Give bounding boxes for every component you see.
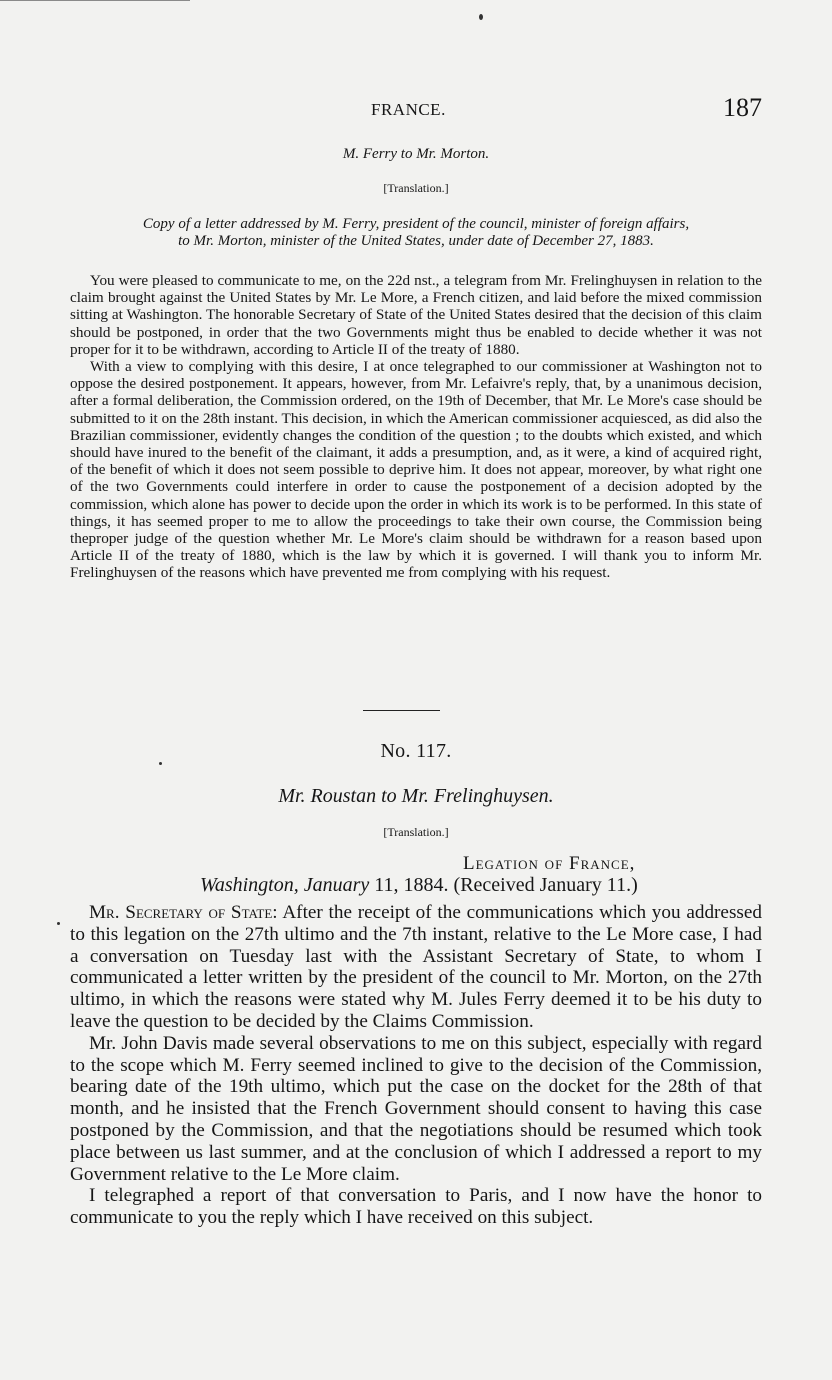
document-number: No. 117. — [380, 740, 452, 762]
letter-heading: M. Ferry to Mr. Morton. — [342, 146, 490, 162]
running-title: FRANCE. — [371, 100, 446, 119]
translation-note: [Translation.] — [383, 181, 449, 195]
dispatch-body — [70, 902, 762, 1229]
body-paragraph: With a view to complying with this desire, I at once telegraphed to our commissioner at Washington not to oppose the desired postponement. It appears, however, from Mr. Lefaivre's reply, that, by a unanimous decision, after a formal deliberation, the Commission ordered, on the 19th of December, that Mr. Le More's case should be submitted to it on the 28th instant. This decision, in which the American commissioner acquiesced, as did also the Brazilian commissioner, evidently changes the condition of the question ; to the doubts which existed, and which should have inured to the benefit of the claimant, it adds a presumption, and, as it were, a kind of acquired right, of the benefit of which it does not seem possible to deprive him. It does not appear, moreover, by what right one of the two Governments could interfere in order to cause the postponement of a decision adopted by the commission, which alone has power to decide upon the order in which its work is to be performed. In this state of things, it has seemed proper to me to allow the proceedings to take their own course, the Commission being theproper judge of the question whether Mr. Le More's claim should be withdrawn for a reason based upon Article II of the treaty of 1880, which is the law by which it is governed. I will thank you to inform Mr. Frelinghuysen of the reasons which have prevented me from complying with his request. — [70, 358, 762, 582]
letter-body — [70, 272, 762, 582]
dateline-date: 11, 1884. — [374, 874, 449, 896]
document-title: Mr. Roustan to Mr. Frelinghuysen. — [278, 785, 554, 807]
body-paragraph: I telegraphed a report of that conversation to Paris, and I now have the honor to communicate to you the reply which I have received on this subject. — [70, 1185, 762, 1229]
caption-line: to Mr. Morton, minister of the United States, under date of December 27, 1883. — [178, 233, 654, 249]
section-divider — [363, 710, 440, 711]
dateline-place: Washington, — [200, 874, 299, 896]
paragraph-text: After the receipt of the communications which you addressed to this legation on the 27th ultimo and the 7th instant, relative to the Le More case, I had a conversation on Tuesday last with the Assistant Secretary of State, to whom I communicated a letter written by the president of the council to Mr. Morton, on the 27th ultimo, in which the reasons were stated why M. Jules Ferry deemed it to be his duty to leave the question to be decided by the Claims Commission. — [70, 902, 762, 1032]
page-number: 187 — [723, 93, 762, 122]
ink-speck — [479, 14, 483, 20]
letter-caption — [70, 216, 762, 250]
running-head — [0, 93, 832, 126]
translation-note: [Translation.] — [383, 825, 449, 839]
dateline — [200, 874, 638, 897]
dateline-month: January — [303, 874, 370, 896]
body-paragraph: Mr. John Davis made several observations to me on this subject, especially with regard to the scope which M. Ferry seemed inclined to give to the decision of the Commission, bearing date of the 19th ultimo, which put the case on the docket for the 28th of that month, and he insisted that the French Government should consent to having this case postponed by the Commission, and that the negotiations should be resumed which took place between us last summer, and at the conclusion of which I addressed a report to my Government relative to the Le More claim. — [70, 1032, 762, 1185]
dateline-received: (Received January 11.) — [453, 874, 638, 896]
salutation: Mr. Secretary of State: — [89, 902, 278, 923]
legation-line: Legation of France, — [463, 853, 636, 874]
body-paragraph — [70, 902, 762, 1033]
top-edge-rule — [0, 0, 190, 1]
body-paragraph: You were pleased to communicate to me, on the 22d nst., a telegram from Mr. Frelinghuysen in relation to the claim brought against the United States by Mr. Le More, a French citizen, and laid before the mixed commission sitting at Washington. The honorable Secretary of State of the United States desired that the decision of this claim should be postponed, in order that the two Governments might thus be enabled to decide whether it was not proper for it to be withdrawn, according to Article II of the treaty of 1880. — [70, 272, 762, 358]
ink-speck — [57, 922, 60, 925]
caption-line: Copy of a letter addressed by M. Ferry, president of the council, minister of foreign affairs, — [142, 216, 690, 232]
